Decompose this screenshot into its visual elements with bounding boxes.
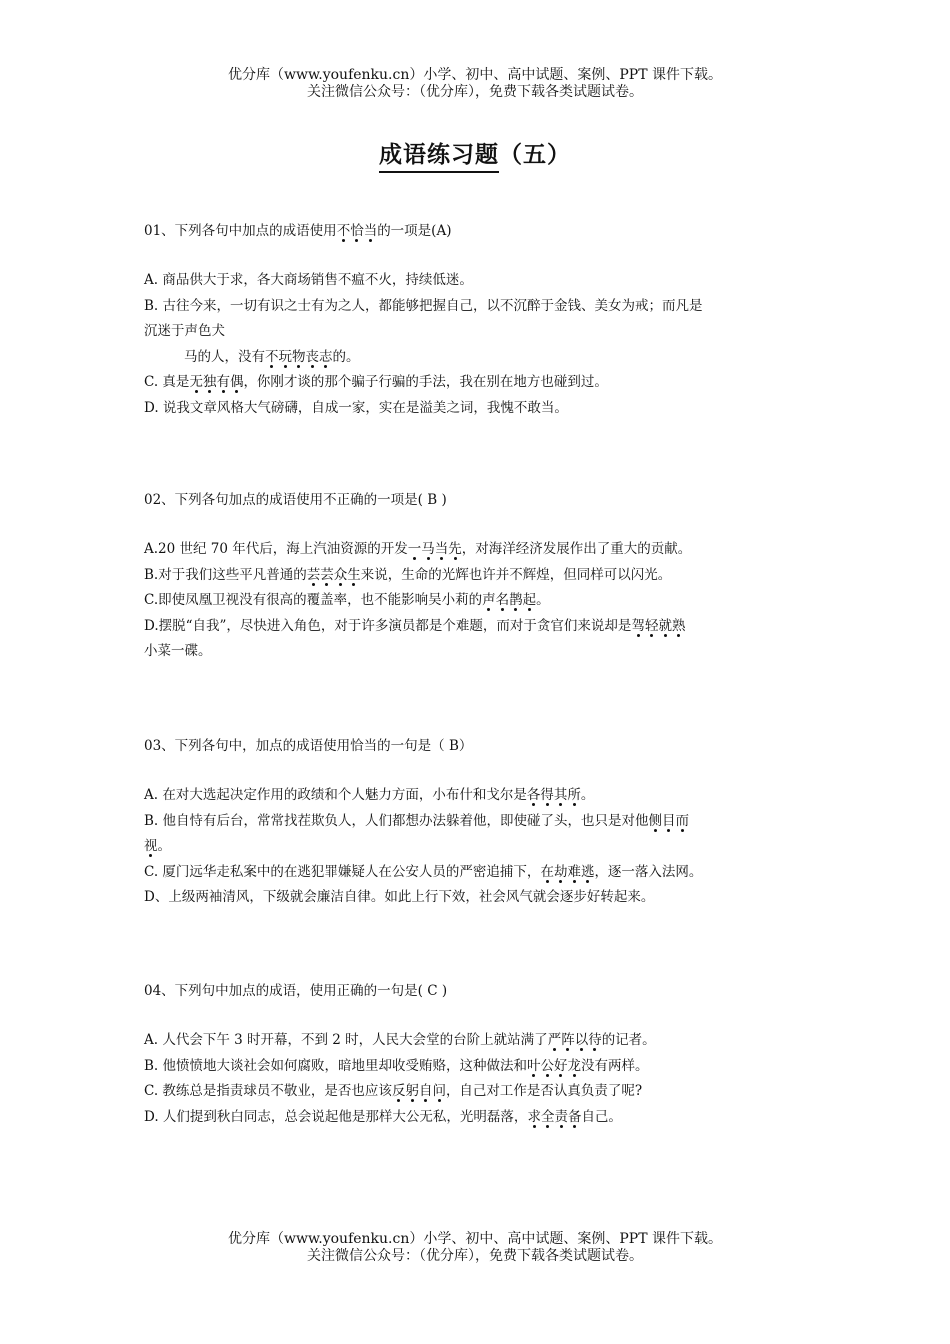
text-segment: D.摆脱“自我”，尽快进入角色，对于许多演员都是个难题，而对于贪官们来说却是 [144, 617, 632, 634]
text-segment: 的一项是(A) [377, 223, 452, 239]
footer-line-2: 关注微信公众号：（优分库），免费下载各类试题试卷。 [307, 1248, 643, 1264]
dotted-idiom: 无独有偶 [189, 374, 244, 390]
question-stem [144, 221, 814, 241]
option-line [144, 294, 814, 320]
dotted-idiom: 不玩物丧志 [265, 348, 333, 365]
footer-line-1: 优分库（www.youfenku.cn）小学、初中、高中试题、案例、PPT 课件下载。 [227, 1231, 722, 1247]
text-segment: ，对海洋经济发展作出了重大的贡献。 [461, 541, 692, 557]
text-segment: D. 说我文章风格大气磅礴，自成一家，实在是溢美之词，我愧不敢当。 [144, 399, 568, 416]
text-segment: A. 人代会下午 3 时开幕，不到 2 时，人民大会堂的台阶上就站满了 [144, 1032, 548, 1048]
option-line [144, 563, 814, 589]
question-options [144, 1028, 814, 1130]
text-segment: 。 [536, 592, 550, 608]
dotted-idiom: 驾轻就熟 [631, 617, 686, 634]
text-segment: 小菜一碟。 [144, 643, 212, 659]
text-segment: ，自己对工作是否认真负责了呢? [445, 1083, 643, 1099]
text-segment: 没有两样。 [581, 1057, 649, 1074]
text-segment: A. 商品供大于求，各大商场销售不瘟不火，持续低迷。 [144, 272, 473, 288]
dotted-idiom: 一马当先 [407, 541, 462, 557]
text-segment: B. 他自恃有后台，常常找茬欺负人，人们都想办法躲着他，即使碰了头，也只是对他 [144, 812, 649, 829]
page-header [0, 67, 950, 101]
question-2 [144, 490, 814, 665]
option-line [144, 885, 814, 911]
question-stem [144, 736, 814, 756]
option-line [144, 809, 814, 835]
text-segment: ，逐一落入法网。 [594, 863, 703, 880]
text-segment: 的记者。 [601, 1032, 656, 1048]
text-segment: ，你刚才谈的那个骗子行骗的手法，我在别在地方也碰到过。 [243, 374, 608, 390]
text-segment: 03、下列各句中，加点的成语使用恰当的一句是（ B） [144, 738, 473, 754]
header-line-1: 优分库（www.youfenku.cn）小学、初中、高中试题、案例、PPT 课件下载。 [227, 67, 722, 83]
option-line [144, 1054, 814, 1080]
question-stem [144, 981, 814, 1001]
text-segment: 04、下列句中加点的成语，使用正确的一句是( C ) [144, 983, 448, 999]
title-main: 成语练习题 [379, 141, 499, 173]
option-line [144, 1105, 814, 1131]
dotted-idiom: 视 [144, 838, 158, 854]
text-segment: C. 真是 [144, 374, 190, 390]
text-segment: A. 在对大选起决定作用的政绩和个人魅力方面，小布什和戈尔是 [144, 787, 527, 803]
question-stem [144, 490, 814, 510]
text-segment: C. 厦门远华走私案中的在逃犯罪嫌疑人在公安人员的严密追捕下， [144, 863, 541, 880]
page-title [0, 136, 950, 169]
text-segment: 的。 [332, 348, 360, 365]
text-segment: C.即使凤凰卫视没有很高的覆盖率，也不能影响吴小莉的 [144, 592, 483, 608]
dotted-idiom: 严阵以待 [547, 1032, 602, 1048]
dotted-idiom: 反躬自问 [391, 1083, 446, 1099]
option-line [144, 614, 814, 640]
text-segment: C. 教练总是指责球员不敬业，是否也应该 [144, 1083, 392, 1099]
dotted-idiom: 不恰当 [336, 223, 378, 239]
text-segment: 沉迷于声色犬 [144, 323, 225, 339]
question-options [144, 268, 814, 421]
text-segment: D、上级两袖清风，下级就会廉洁自律。如此上行下效，社会风气就会逐步好转起来。 [144, 889, 655, 905]
text-segment: B. 古往今来，一切有识之士有为之人，都能够把握自己，以不沉醉于金钱、美女为戒；而凡是 [144, 297, 703, 314]
question-options [144, 537, 814, 665]
option-line [144, 345, 814, 371]
question-3 [144, 736, 814, 911]
page-footer [0, 1231, 950, 1265]
text-segment: 马的人，没有 [184, 348, 265, 365]
text-segment: 。 [580, 787, 595, 803]
option-line [144, 783, 814, 809]
option-line [144, 639, 814, 665]
question-4 [144, 981, 814, 1130]
text-segment: 来说，生命的光辉也许并不辉煌，但同样可以闪光。 [360, 566, 672, 583]
option-line [144, 1079, 814, 1105]
text-segment: B.对于我们这些平凡普通的 [144, 566, 307, 583]
text-segment: 01、下列各句中加点的成语使用 [144, 223, 337, 239]
question-options [144, 783, 814, 911]
dotted-idiom: 求全责备 [527, 1108, 582, 1125]
dotted-idiom: 叶公好龙 [527, 1057, 582, 1074]
option-line [144, 860, 814, 886]
option-line [144, 537, 814, 563]
text-segment: B. 他愤愤地大谈社会如何腐败，暗地里却收受贿赂，这种做法和 [144, 1057, 528, 1074]
text-segment: 自己。 [581, 1108, 622, 1125]
text-segment: A.20 世纪 70 年代后，海上汽油资源的开发 [144, 541, 408, 557]
dotted-idiom: 芸芸众生 [306, 566, 361, 583]
text-segment: 。 [157, 838, 171, 854]
question-1 [144, 221, 814, 421]
dotted-idiom: 在劫难逃 [540, 863, 595, 880]
title-sub: （五） [499, 141, 571, 168]
text-segment: 02、下列各句加点的成语使用不正确的一项是( B ) [144, 492, 447, 508]
dotted-idiom: 各得其所 [526, 787, 581, 803]
option-line [144, 268, 814, 294]
option-line [144, 588, 814, 614]
option-line [144, 1028, 814, 1054]
dotted-idiom: 声名鹊起 [482, 592, 537, 608]
option-line [144, 370, 814, 396]
text-segment: D. 人们提到秋白同志，总会说起他是那样大公无私，光明磊落， [144, 1108, 528, 1125]
option-line [144, 834, 814, 860]
header-line-2: 关注微信公众号：（优分库），免费下载各类试题试卷。 [307, 84, 643, 100]
dotted-idiom: 侧目而 [648, 812, 690, 829]
option-line [144, 319, 814, 345]
option-line [144, 396, 814, 422]
